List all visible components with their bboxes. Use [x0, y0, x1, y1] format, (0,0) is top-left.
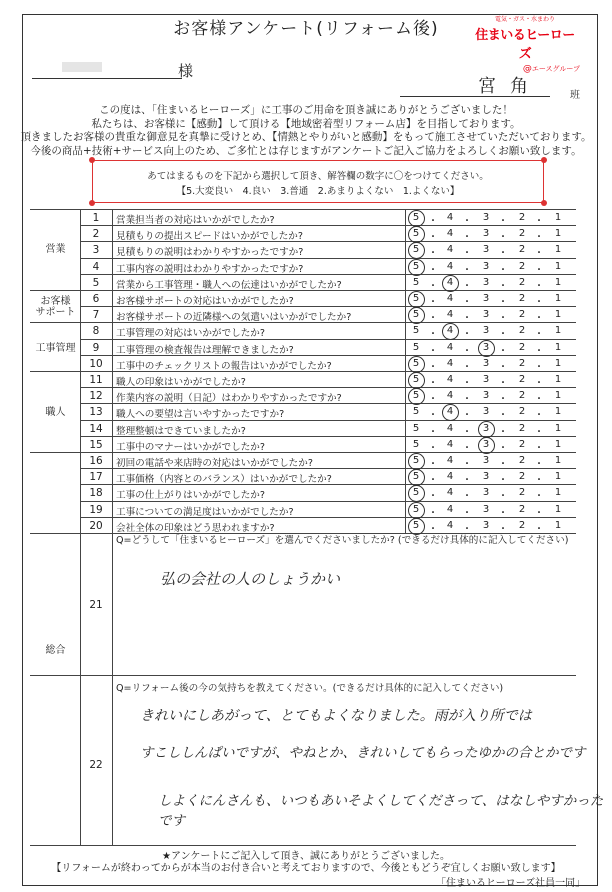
intro-text: [0, 104, 612, 158]
question-text: 工事管理の対応はいかがでしたか?: [116, 328, 265, 340]
scale-separator: ・: [498, 394, 508, 406]
scale-separator: ・: [428, 394, 438, 406]
answer-circle: [442, 275, 459, 292]
intro-line: 今後の商品+技術+サービス向上のため、ご多忙とは存じますがアンケートご記入ご協力をよろしくお願い致します。: [30, 144, 582, 157]
scale-value[interactable]: 5: [412, 471, 420, 483]
scale-separator: ・: [462, 232, 472, 244]
scale-separator: ・: [498, 491, 508, 503]
scale-value[interactable]: 3: [482, 357, 490, 369]
handwritten-answer-21: 弘の会社の人のしょうかい: [160, 570, 341, 588]
question-number: 16: [89, 455, 103, 467]
scale-value[interactable]: 1: [554, 212, 562, 223]
scale-value[interactable]: 1: [554, 260, 562, 272]
intro-line: この度は、「住まいるヒーローズ」に工事のご用命を頂き誠にありがとうございました！: [99, 104, 513, 116]
scale-value[interactable]: 4: [446, 487, 454, 499]
scale-separator: ・: [428, 280, 438, 292]
scale-value[interactable]: 3: [482, 438, 490, 450]
question-number: 6: [92, 293, 100, 305]
question-text: お客様サポートの対応はいかがでしたか?: [116, 296, 294, 307]
question-text: 見積もりの提出スピードはいかがでしたか?: [116, 231, 303, 243]
scale-value[interactable]: 4: [446, 228, 454, 240]
scale-separator: ・: [428, 345, 438, 357]
question-text: 工事についての満足度はいかがでしたか?: [116, 506, 294, 518]
logo-group: @エースグループ: [522, 64, 580, 74]
scale-separator: ・: [534, 329, 544, 341]
answer-circle: [478, 437, 495, 454]
scale-separator: ・: [462, 216, 472, 227]
scale-value[interactable]: 4: [446, 293, 454, 304]
answer-circle: [408, 356, 425, 373]
scale-value[interactable]: 1: [554, 422, 562, 434]
scale-value[interactable]: 3: [482, 341, 490, 353]
scale-separator: ・: [462, 297, 472, 308]
question-number: 14: [89, 422, 103, 435]
scale-separator: ・: [498, 426, 508, 438]
scale-value[interactable]: 4: [446, 471, 454, 483]
scale-separator: ・: [498, 345, 508, 357]
scale-separator: ・: [462, 523, 472, 535]
scale-value[interactable]: 2: [518, 293, 526, 304]
scale-separator: ・: [498, 378, 508, 389]
question-text: 職人の印象はいかがでしたか?: [116, 377, 246, 388]
scale-value[interactable]: 2: [518, 374, 526, 385]
question-text: 工事中のマナーはいかがでしたか?: [116, 441, 265, 453]
scale-value[interactable]: 4: [446, 455, 454, 466]
scale-value[interactable]: 2: [518, 309, 526, 321]
scale-value[interactable]: 1: [554, 455, 562, 466]
scale-value[interactable]: 4: [446, 276, 454, 288]
scale-value[interactable]: 5: [412, 325, 420, 337]
corner-dot: [89, 200, 95, 206]
scale-separator: ・: [534, 475, 544, 487]
scale-separator: ・: [462, 248, 472, 260]
question-number: 9: [92, 341, 100, 354]
scale-value[interactable]: 5: [412, 438, 420, 450]
scale-value[interactable]: 5: [412, 406, 420, 418]
handwritten-answer-22-line: すこししんぱいですが、やねとか、きれいしてもらったゆかの合とかです: [140, 745, 586, 761]
scale-value[interactable]: 5: [412, 455, 420, 466]
scale-value[interactable]: 1: [554, 406, 562, 418]
scale-value[interactable]: 2: [518, 276, 526, 288]
scale-separator: ・: [534, 459, 544, 470]
scale-value[interactable]: 4: [446, 390, 454, 402]
scale-value[interactable]: 1: [554, 503, 562, 515]
scale-value[interactable]: 5: [412, 260, 420, 272]
scale-value[interactable]: 1: [554, 438, 562, 450]
scale-value[interactable]: 1: [554, 471, 562, 483]
scale-value[interactable]: 4: [446, 406, 454, 418]
scale-separator: ・: [534, 264, 544, 276]
scale-separator: ・: [498, 248, 508, 260]
scale-value[interactable]: 5: [412, 276, 420, 288]
scale-value[interactable]: 1: [554, 276, 562, 288]
scale-separator: ・: [534, 280, 544, 292]
question-text: 工事価格（内容とのバランス）はいかがでしたか?: [116, 474, 332, 486]
scale-separator: ・: [462, 264, 472, 276]
scale-value[interactable]: 1: [554, 390, 562, 402]
scale-value[interactable]: 2: [518, 487, 526, 499]
answer-circle: [408, 259, 425, 276]
scale-value[interactable]: 2: [518, 471, 526, 483]
question-number: 7: [92, 309, 100, 322]
scale-value[interactable]: 4: [446, 341, 454, 353]
question-number: 19: [89, 503, 103, 516]
category-sales: 営業: [45, 244, 66, 255]
scale-value[interactable]: 1: [554, 325, 562, 337]
scale-separator: ・: [428, 491, 438, 503]
scale-value[interactable]: 4: [446, 357, 454, 369]
category-craftsman: 職人: [45, 407, 66, 418]
scale-separator: ・: [534, 394, 544, 406]
scale-value[interactable]: 1: [554, 519, 562, 531]
instruction-text: あてはまるものを下記から選択して頂き、解答欄の数字に〇をつけてください。: [147, 171, 489, 182]
scale-separator: ・: [498, 313, 508, 325]
question-number: 12: [89, 390, 103, 403]
scale-separator: ・: [498, 264, 508, 276]
scale-value[interactable]: 1: [554, 341, 562, 353]
handwritten-answer-22-line: きれいにしあがって、とてもよくなりました。雨が入り所では: [140, 708, 532, 724]
answer-circle: [408, 453, 425, 470]
scale-separator: ・: [498, 475, 508, 487]
logo-tagline: 電気・ガス・水まわり: [494, 16, 555, 23]
customer-name-line: [32, 78, 182, 79]
scale-value[interactable]: 4: [446, 519, 454, 531]
scale-separator: ・: [428, 426, 438, 438]
scale-value[interactable]: 5: [412, 228, 420, 240]
question-number: 2: [92, 228, 100, 241]
page-title: お客様アンケート(リフォーム後): [173, 19, 439, 39]
scale-value[interactable]: 3: [482, 276, 490, 288]
free-question-21: Q=どうして「住まいるヒーローズ」を選んでくださいましたか? (できるだけ具体的に記入してください): [116, 535, 569, 546]
footer-signature: 「住まいるヒーローズ社員一同」: [436, 878, 586, 889]
question-number: 4: [92, 260, 100, 273]
scale-separator: ・: [428, 507, 438, 519]
scale-value[interactable]: 3: [482, 487, 490, 499]
scale-separator: ・: [462, 426, 472, 438]
scale-value[interactable]: 4: [446, 438, 454, 450]
table-rule: [30, 845, 576, 846]
corner-dot: [541, 157, 547, 163]
scale-separator: ・: [534, 523, 544, 535]
scale-value[interactable]: 4: [446, 309, 454, 321]
scale-value[interactable]: 5: [412, 519, 420, 531]
scale-separator: ・: [534, 410, 544, 422]
scale-value[interactable]: 3: [482, 260, 490, 272]
scale-value[interactable]: 3: [482, 422, 490, 434]
scale-value[interactable]: 3: [482, 455, 490, 466]
scale-value[interactable]: 4: [446, 325, 454, 337]
scale-separator: ・: [534, 491, 544, 503]
question-number: 21: [89, 599, 103, 611]
scale-separator: ・: [534, 248, 544, 260]
scale-separator: ・: [462, 475, 472, 487]
question-text: 職人への要望は言いやすかったですか?: [116, 409, 285, 421]
scale-value[interactable]: 1: [554, 374, 562, 385]
scale-value[interactable]: 3: [482, 309, 490, 321]
scale-separator: ・: [462, 378, 472, 389]
question-text: お客様サポートの近隣様への気遣いはいかがでしたか?: [116, 312, 352, 324]
answer-circle: [408, 291, 425, 308]
scale-value[interactable]: 1: [554, 309, 562, 321]
scale-value[interactable]: 2: [518, 503, 526, 515]
scale-value[interactable]: 1: [554, 357, 562, 369]
scale-value[interactable]: 2: [518, 325, 526, 337]
scale-value[interactable]: 2: [518, 422, 526, 434]
answer-circle: [478, 421, 495, 438]
question-text: 工事の仕上がりはいかがでしたか?: [116, 490, 265, 502]
logo-name: 住まいるヒーローズ: [475, 28, 575, 62]
question-number: 18: [89, 487, 103, 500]
scale-value[interactable]: 2: [518, 341, 526, 353]
question-number: 3: [92, 244, 100, 257]
question-text: 工事中のチェックリストの報告はいかがでしたか?: [116, 360, 332, 372]
question-text: 工事内容の説明はわかりやすかったですか?: [116, 263, 304, 275]
scale-value[interactable]: 5: [412, 212, 420, 223]
scale-separator: ・: [428, 410, 438, 422]
question-text: 営業から工事管理・職人への伝達はいかがでしたか?: [116, 279, 342, 291]
company-logo: [470, 14, 580, 74]
scale-value[interactable]: 4: [446, 503, 454, 515]
question-number: 10: [89, 357, 103, 370]
scale-separator: ・: [428, 442, 438, 454]
scale-separator: ・: [498, 523, 508, 535]
free-question-22: Q=リフォーム後の今の気持ちを教えてください。(できるだけ具体的に記入してください): [116, 683, 504, 694]
question-number: 20: [89, 519, 103, 532]
scale-separator: ・: [534, 216, 544, 227]
question-text: 整理整頓はできていましたか?: [116, 425, 246, 437]
staff-name-line: [400, 96, 550, 97]
scale-separator: ・: [462, 329, 472, 341]
scale-separator: ・: [428, 475, 438, 487]
question-text: 会社全体の印象はどう思われますか?: [116, 522, 275, 534]
question-number: 22: [89, 759, 103, 771]
instruction-box: [92, 160, 544, 203]
scale-value[interactable]: 3: [482, 406, 490, 418]
scale-separator: ・: [534, 232, 544, 244]
scale-value[interactable]: 2: [518, 212, 526, 223]
question-number: 5: [92, 276, 100, 289]
scale-value[interactable]: 3: [482, 293, 490, 304]
scale-value[interactable]: 5: [412, 422, 420, 434]
answer-circle: [478, 340, 495, 357]
scale-value[interactable]: 1: [554, 293, 562, 304]
scale-separator: ・: [462, 345, 472, 357]
scale-separator: ・: [498, 442, 508, 454]
question-number: 11: [89, 374, 103, 386]
scale-separator: ・: [428, 329, 438, 341]
scale-value[interactable]: 3: [482, 212, 490, 223]
scale-value[interactable]: 4: [446, 212, 454, 223]
scale-separator: ・: [462, 280, 472, 292]
question-text: 作業内容の説明（日記）はわかりやすかったですか?: [116, 393, 342, 405]
scale-separator: ・: [534, 442, 544, 454]
scale-value[interactable]: 4: [446, 244, 454, 256]
scale-value[interactable]: 2: [518, 390, 526, 402]
category-construction: 工事管理: [35, 343, 76, 354]
scale-separator: ・: [498, 216, 508, 227]
scale-value[interactable]: 5: [412, 309, 420, 321]
scale-legend: 【5.大変良い 4.良い 3.普通 2.あまりよくない 1.よくない】: [176, 186, 460, 197]
scale-value[interactable]: 1: [554, 487, 562, 499]
scale-separator: ・: [498, 329, 508, 341]
scale-value[interactable]: 3: [482, 244, 490, 256]
footer-line: ★アンケートにご記入して頂き、誠にありがとうございました。: [162, 851, 450, 862]
scale-value[interactable]: 2: [518, 455, 526, 466]
question-text: 見積もりの説明はわかりやすかったですか?: [116, 247, 304, 259]
scale-separator: ・: [462, 394, 472, 406]
intro-line: 頂きましたお客様の貴重な御意見を真摯に受けとめ、【情熱とやりがいと感動】をもって施工させていただいております。: [20, 131, 592, 143]
category-support: お客様 サポート: [35, 296, 76, 318]
answer-circle: [408, 372, 425, 389]
question-number: 8: [92, 325, 100, 338]
scale-separator: ・: [534, 313, 544, 325]
answer-circle: [408, 502, 425, 519]
scale-separator: ・: [428, 378, 438, 389]
scale-separator: ・: [428, 248, 438, 260]
handwritten-answer-22-line: しよくにんさんも、いつもあいそよくしてくださって、はなしやすかったです: [158, 793, 604, 829]
scale-value[interactable]: 1: [554, 228, 562, 240]
scale-value[interactable]: 5: [412, 487, 420, 499]
scale-separator: ・: [534, 378, 544, 389]
scale-value[interactable]: 2: [518, 228, 526, 240]
scale-separator: ・: [462, 491, 472, 503]
scale-separator: ・: [428, 361, 438, 373]
scale-value[interactable]: 5: [412, 244, 420, 256]
scale-separator: ・: [534, 507, 544, 519]
scale-separator: ・: [462, 442, 472, 454]
scale-value[interactable]: 3: [482, 325, 490, 337]
scale-separator: ・: [534, 361, 544, 373]
footer-line: 【リフォームが終わってからが本当のお付き合いと考えておりますので、今後ともどうぞ宜しくお願い致します】: [51, 863, 561, 874]
scale-separator: ・: [498, 232, 508, 244]
scale-separator: ・: [428, 459, 438, 470]
scale-value[interactable]: 4: [446, 374, 454, 385]
scale-value[interactable]: 3: [482, 228, 490, 240]
scale-value[interactable]: 2: [518, 260, 526, 272]
scale-value[interactable]: 3: [482, 519, 490, 531]
scale-separator: ・: [498, 507, 508, 519]
table-rule: [405, 209, 406, 533]
scale-value[interactable]: 3: [482, 390, 490, 402]
question-number: 15: [89, 438, 103, 451]
scale-value[interactable]: 5: [412, 390, 420, 402]
table-rule: [112, 209, 113, 845]
question-number: 13: [89, 406, 103, 419]
customer-name-redacted: [62, 62, 102, 72]
scale-separator: ・: [428, 216, 438, 227]
scale-value[interactable]: 2: [518, 357, 526, 369]
corner-dot: [541, 200, 547, 206]
answer-circle: [408, 210, 425, 227]
scale-separator: ・: [428, 523, 438, 535]
question-text: 工事管理の検査報告は理解できましたか?: [116, 344, 294, 356]
scale-separator: ・: [462, 361, 472, 373]
question-text: 初回の電話や来店時の対応はいかがでしたか?: [116, 458, 313, 469]
scale-separator: ・: [428, 264, 438, 276]
scale-value[interactable]: 2: [518, 519, 526, 531]
scale-value[interactable]: 2: [518, 244, 526, 256]
footer-text: [0, 851, 612, 875]
scale-separator: ・: [428, 232, 438, 244]
scale-separator: ・: [428, 297, 438, 308]
staff-name: 宮角: [478, 76, 542, 97]
scale-value[interactable]: 2: [518, 438, 526, 450]
scale-value[interactable]: 1: [554, 244, 562, 256]
scale-separator: ・: [534, 426, 544, 438]
question-number: 1: [92, 212, 100, 224]
scale-separator: ・: [462, 313, 472, 325]
scale-value[interactable]: 4: [446, 422, 454, 434]
scale-value[interactable]: 5: [412, 341, 420, 353]
intro-line: 私たちは、お客様に【感動】して頂ける【地域密着型リフォーム店】を目指しております。: [91, 117, 521, 130]
scale-separator: ・: [462, 410, 472, 422]
corner-dot: [89, 157, 95, 163]
scale-separator: ・: [462, 459, 472, 470]
scale-value[interactable]: 3: [482, 471, 490, 483]
scale-separator: ・: [498, 410, 508, 422]
scale-value[interactable]: 4: [446, 260, 454, 272]
scale-value[interactable]: 3: [482, 503, 490, 515]
scale-value[interactable]: 5: [412, 293, 420, 304]
scale-separator: ・: [428, 313, 438, 325]
question-number: 17: [89, 471, 103, 484]
scale-value[interactable]: 5: [412, 374, 420, 385]
scale-value[interactable]: 5: [412, 503, 420, 515]
scale-separator: ・: [498, 280, 508, 292]
staff-suffix: 班: [570, 90, 580, 101]
scale-separator: ・: [498, 297, 508, 308]
scale-value[interactable]: 2: [518, 406, 526, 418]
question-text: 営業担当者の対応はいかがでしたか?: [116, 215, 275, 226]
scale-separator: ・: [534, 345, 544, 357]
scale-separator: ・: [498, 459, 508, 470]
scale-separator: ・: [534, 297, 544, 308]
scale-value[interactable]: 5: [412, 357, 420, 369]
scale-separator: ・: [498, 361, 508, 373]
scale-separator: ・: [462, 507, 472, 519]
scale-value[interactable]: 3: [482, 374, 490, 385]
customer-suffix: 様: [178, 62, 194, 80]
category-overall: 総合: [45, 645, 66, 656]
